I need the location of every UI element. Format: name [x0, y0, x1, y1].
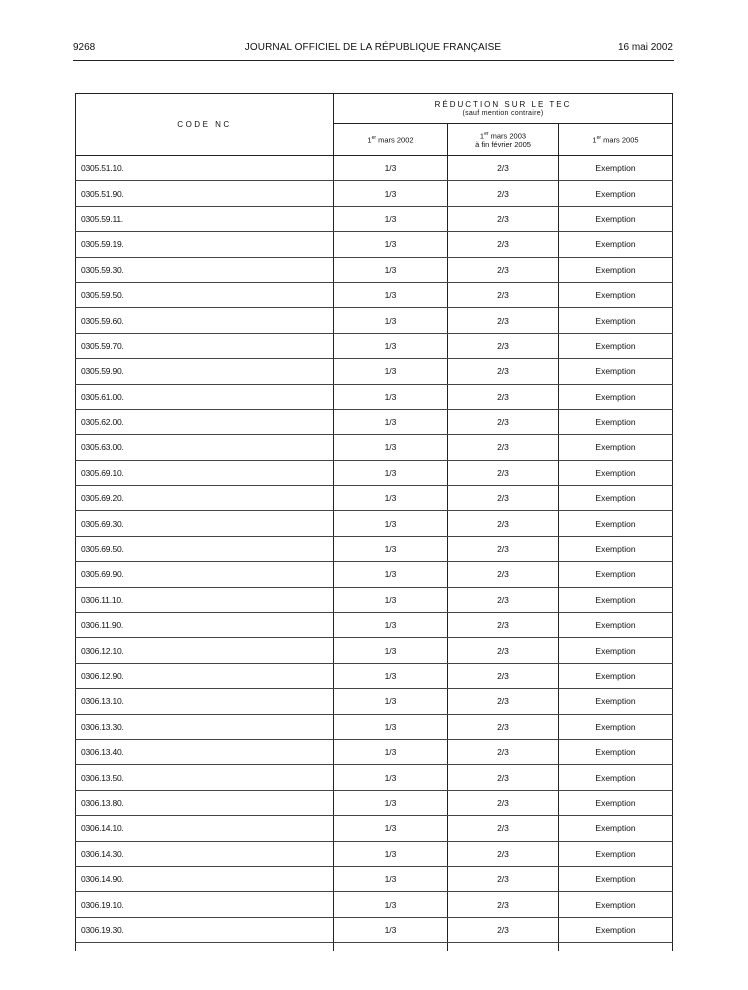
col3-sup: er [484, 131, 489, 138]
reduction-2003-cell: 2/3 [448, 257, 559, 282]
reduction-2005-cell: Exemption [559, 181, 673, 206]
nc-code-cell: 0305.69.30. [76, 511, 334, 536]
table-row [76, 866, 673, 891]
reduction-2002-cell: 1/3 [334, 613, 448, 638]
reduction-2002-cell: 1/3 [334, 308, 448, 333]
reduction-2002-cell: 1/3 [334, 562, 448, 587]
nc-code-cell: 0306.14.10. [76, 816, 334, 841]
column-header-2005 [559, 124, 673, 156]
reduction-2003-cell: 2/3 [448, 765, 559, 790]
reduction-2003-cell: 2/3 [448, 333, 559, 358]
reduction-header [334, 94, 673, 124]
nc-code-cell: 0305.59.70. [76, 333, 334, 358]
reduction-2003-cell: 2/3 [448, 917, 559, 942]
table-row [76, 257, 673, 282]
reduction-2003-cell: 2/3 [448, 562, 559, 587]
reduction-2002-cell: 1/3 [334, 409, 448, 434]
table-row [76, 384, 673, 409]
reduction-2005-cell: Exemption [559, 308, 673, 333]
tariff-table [75, 93, 673, 951]
reduction-2005-cell: Exemption [559, 613, 673, 638]
reduction-title: RÉDUCTION SUR LE TEC [434, 99, 572, 109]
reduction-2002-cell: 1/3 [334, 359, 448, 384]
reduction-2002-cell: 1/3 [334, 714, 448, 739]
reduction-2005-cell: Exemption [559, 511, 673, 536]
reduction-2005-cell: Exemption [559, 587, 673, 612]
reduction-2005-cell: Exemption [559, 486, 673, 511]
table-row [76, 232, 673, 257]
table-row [76, 409, 673, 434]
table-row [76, 359, 673, 384]
reduction-2005-cell: Exemption [559, 638, 673, 663]
reduction-2003-cell: 2/3 [448, 790, 559, 815]
nc-code-cell: 0306.19.10. [76, 892, 334, 917]
reduction-2005-cell: Exemption [559, 562, 673, 587]
table-row [76, 308, 673, 333]
reduction-2005-cell: Exemption [559, 663, 673, 688]
continuation-cell [76, 943, 334, 952]
reduction-2002-cell: 1/3 [334, 892, 448, 917]
nc-code-cell: 0305.59.30. [76, 257, 334, 282]
reduction-2002-cell: 1/3 [334, 156, 448, 181]
code-nc-header: CODE NC [76, 94, 334, 156]
reduction-2003-cell: 2/3 [448, 435, 559, 460]
nc-code-cell: 0305.63.00. [76, 435, 334, 460]
reduction-2002-cell: 1/3 [334, 435, 448, 460]
reduction-2005-cell: Exemption [559, 790, 673, 815]
reduction-2002-cell: 1/3 [334, 232, 448, 257]
nc-code-cell: 0306.13.30. [76, 714, 334, 739]
table-row [76, 333, 673, 358]
column-header-2003 [448, 124, 559, 156]
reduction-2002-cell: 1/3 [334, 638, 448, 663]
reduction-2005-cell: Exemption [559, 206, 673, 231]
reduction-2002-cell: 1/3 [334, 333, 448, 358]
reduction-2005-cell: Exemption [559, 409, 673, 434]
table-row [76, 562, 673, 587]
column-header-2002 [334, 124, 448, 156]
reduction-2005-cell: Exemption [559, 384, 673, 409]
header-rule [73, 60, 674, 61]
nc-code-cell: 0305.59.60. [76, 308, 334, 333]
page-number: 9268 [73, 42, 96, 53]
reduction-2003-cell: 2/3 [448, 892, 559, 917]
reduction-2005-cell: Exemption [559, 866, 673, 891]
reduction-2005-cell: Exemption [559, 714, 673, 739]
table-row [76, 892, 673, 917]
reduction-2003-cell: 2/3 [448, 156, 559, 181]
nc-code-cell: 0305.51.10. [76, 156, 334, 181]
reduction-2003-cell: 2/3 [448, 486, 559, 511]
nc-code-cell: 0305.69.10. [76, 460, 334, 485]
nc-code-cell: 0305.59.19. [76, 232, 334, 257]
reduction-2005-cell: Exemption [559, 536, 673, 561]
reduction-2002-cell: 1/3 [334, 739, 448, 764]
nc-code-cell: 0306.13.10. [76, 689, 334, 714]
reduction-2003-cell: 2/3 [448, 384, 559, 409]
reduction-2005-cell: Exemption [559, 460, 673, 485]
reduction-2002-cell: 1/3 [334, 866, 448, 891]
col4-prefix: 1 [592, 135, 597, 145]
journal-title: JOURNAL OFFICIEL DE LA RÉPUBLIQUE FRANÇAISE [244, 42, 502, 53]
table-row [76, 689, 673, 714]
reduction-2003-cell: 2/3 [448, 689, 559, 714]
table-row [76, 739, 673, 764]
col4-line1: mars 2005 [601, 135, 639, 145]
col2-line1: mars 2002 [376, 135, 414, 145]
table-body [76, 156, 673, 952]
table-row [76, 511, 673, 536]
continuation-cell [559, 943, 673, 952]
reduction-2005-cell: Exemption [559, 333, 673, 358]
reduction-2003-cell: 2/3 [448, 866, 559, 891]
nc-code-cell: 0306.11.10. [76, 587, 334, 612]
reduction-2005-cell: Exemption [559, 156, 673, 181]
nc-code-cell: 0306.13.80. [76, 790, 334, 815]
col4-sup: er [596, 135, 602, 142]
nc-code-cell: 0305.61.00. [76, 384, 334, 409]
continuation-cell [334, 943, 448, 952]
col3-line1: mars 2003 [488, 131, 527, 141]
nc-code-cell: 0305.69.20. [76, 486, 334, 511]
table-row [76, 282, 673, 307]
nc-code-cell: 0306.13.40. [76, 739, 334, 764]
col2-sup: er [371, 135, 377, 142]
table-row [76, 435, 673, 460]
reduction-2003-cell: 2/3 [448, 841, 559, 866]
reduction-2002-cell: 1/3 [334, 486, 448, 511]
table-row [76, 638, 673, 663]
page-header [73, 40, 673, 56]
reduction-2003-cell: 2/3 [448, 739, 559, 764]
nc-code-cell: 0306.13.50. [76, 765, 334, 790]
reduction-2003-cell: 2/3 [448, 181, 559, 206]
col3-line2: à fin février 2005 [475, 139, 531, 149]
reduction-2003-cell: 2/3 [448, 536, 559, 561]
nc-code-cell: 0306.12.10. [76, 638, 334, 663]
nc-code-cell: 0305.59.50. [76, 282, 334, 307]
nc-code-cell: 0306.14.30. [76, 841, 334, 866]
reduction-2005-cell: Exemption [559, 689, 673, 714]
reduction-2002-cell: 1/3 [334, 790, 448, 815]
reduction-2002-cell: 1/3 [334, 841, 448, 866]
reduction-2002-cell: 1/3 [334, 816, 448, 841]
table-row [76, 613, 673, 638]
nc-code-cell: 0305.62.00. [76, 409, 334, 434]
reduction-2003-cell: 2/3 [448, 232, 559, 257]
reduction-2002-cell: 1/3 [334, 765, 448, 790]
reduction-2003-cell: 2/3 [448, 206, 559, 231]
reduction-2005-cell: Exemption [559, 765, 673, 790]
reduction-2002-cell: 1/3 [334, 917, 448, 942]
col2-prefix: 1 [367, 135, 372, 145]
nc-code-cell: 0306.14.90. [76, 866, 334, 891]
nc-code-cell: 0305.59.90. [76, 359, 334, 384]
reduction-2002-cell: 1/3 [334, 587, 448, 612]
reduction-2005-cell: Exemption [559, 359, 673, 384]
continuation-cell [448, 943, 559, 952]
table-row [76, 917, 673, 942]
reduction-2005-cell: Exemption [559, 816, 673, 841]
nc-code-cell: 0305.51.90. [76, 181, 334, 206]
nc-code-cell: 0305.69.90. [76, 562, 334, 587]
table-row [76, 587, 673, 612]
reduction-2003-cell: 2/3 [448, 587, 559, 612]
nc-code-cell: 0306.11.90. [76, 613, 334, 638]
reduction-note: (sauf mention contraire) [462, 109, 544, 117]
reduction-2005-cell: Exemption [559, 435, 673, 460]
table-row [76, 816, 673, 841]
table-row [76, 460, 673, 485]
table-continuation [76, 943, 673, 952]
reduction-2003-cell: 2/3 [448, 308, 559, 333]
reduction-2002-cell: 1/3 [334, 689, 448, 714]
reduction-2002-cell: 1/3 [334, 460, 448, 485]
reduction-2002-cell: 1/3 [334, 181, 448, 206]
table-row [76, 841, 673, 866]
reduction-2003-cell: 2/3 [448, 663, 559, 688]
reduction-2005-cell: Exemption [559, 257, 673, 282]
reduction-2003-cell: 2/3 [448, 409, 559, 434]
col3-prefix: 1 [479, 131, 485, 141]
reduction-2002-cell: 1/3 [334, 206, 448, 231]
reduction-2003-cell: 2/3 [448, 816, 559, 841]
reduction-2003-cell: 2/3 [448, 613, 559, 638]
reduction-2002-cell: 1/3 [334, 257, 448, 282]
reduction-2005-cell: Exemption [559, 917, 673, 942]
reduction-2005-cell: Exemption [559, 892, 673, 917]
table-row [76, 181, 673, 206]
table-row [76, 156, 673, 181]
reduction-2002-cell: 1/3 [334, 384, 448, 409]
table-row [76, 486, 673, 511]
table-row [76, 790, 673, 815]
table-row [76, 536, 673, 561]
nc-code-cell: 0305.69.50. [76, 536, 334, 561]
reduction-2003-cell: 2/3 [448, 282, 559, 307]
nc-code-cell: 0306.19.30. [76, 917, 334, 942]
table-row [76, 663, 673, 688]
reduction-2005-cell: Exemption [559, 739, 673, 764]
reduction-2003-cell: 2/3 [448, 511, 559, 536]
reduction-2002-cell: 1/3 [334, 282, 448, 307]
reduction-2003-cell: 2/3 [448, 460, 559, 485]
nc-code-cell: 0305.59.11. [76, 206, 334, 231]
table-row [76, 765, 673, 790]
reduction-2003-cell: 2/3 [448, 714, 559, 739]
reduction-2002-cell: 1/3 [334, 511, 448, 536]
reduction-2003-cell: 2/3 [448, 359, 559, 384]
nc-code-cell: 0306.12.90. [76, 663, 334, 688]
reduction-2005-cell: Exemption [559, 232, 673, 257]
reduction-2005-cell: Exemption [559, 282, 673, 307]
publication-date: 16 mai 2002 [617, 42, 673, 53]
reduction-2002-cell: 1/3 [334, 663, 448, 688]
table-row [76, 206, 673, 231]
reduction-2005-cell: Exemption [559, 841, 673, 866]
table-row [76, 714, 673, 739]
reduction-2002-cell: 1/3 [334, 536, 448, 561]
reduction-2003-cell: 2/3 [448, 638, 559, 663]
